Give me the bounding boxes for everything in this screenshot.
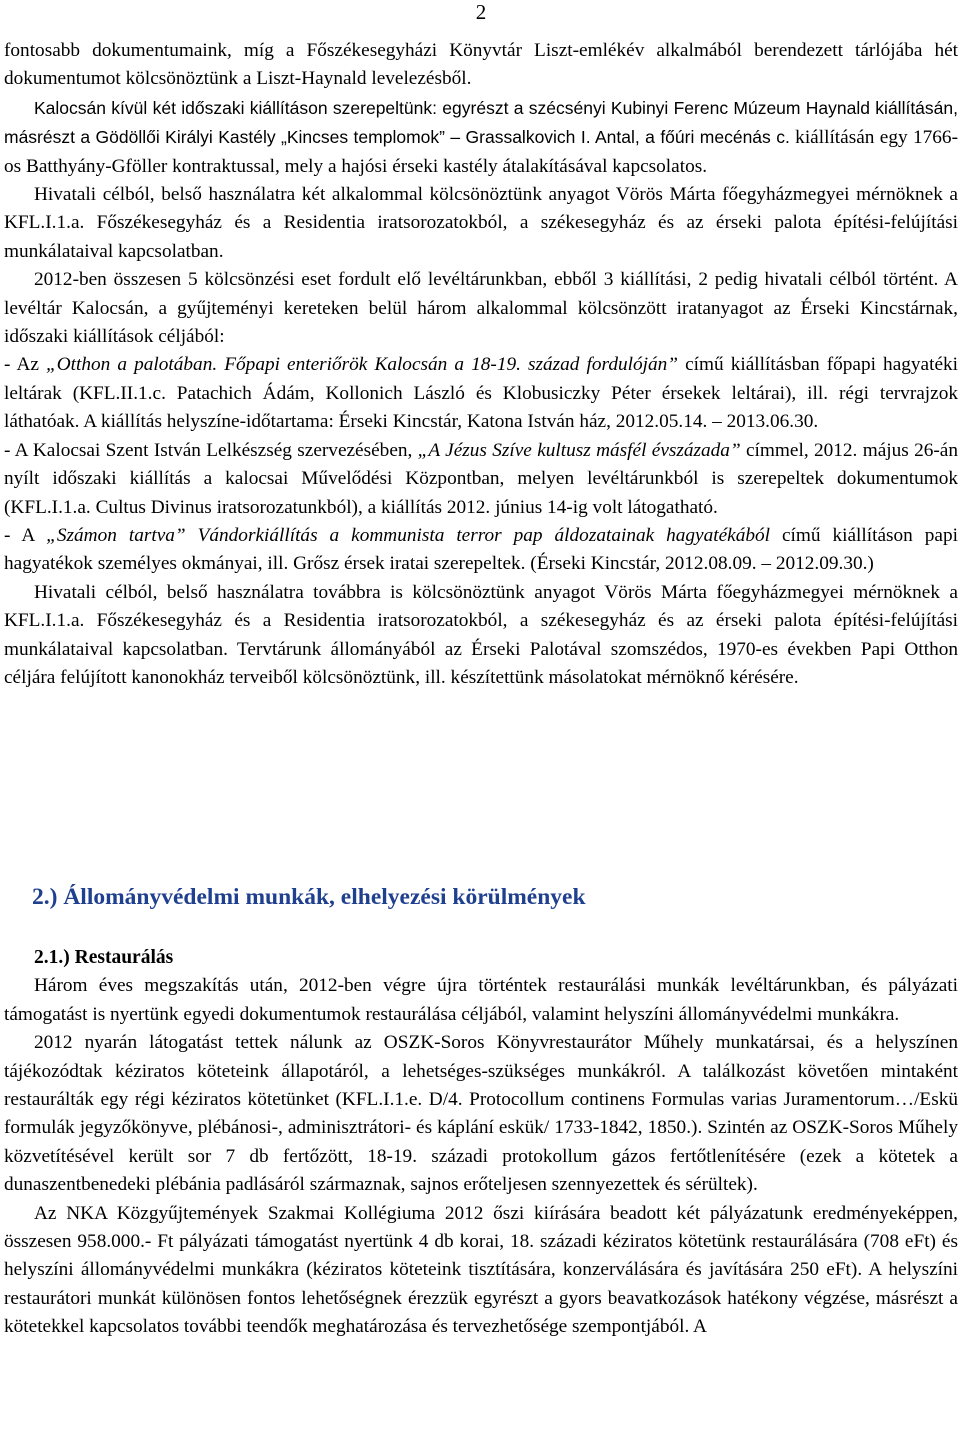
exhibition-title: „Számon tartva” Vándorkiállítás a kommunista terror pap áldozatainak hagyatékából <box>46 524 770 546</box>
list-item-text: című kiállításban főpapi hagyatéki leltárak (KFL.II.1.c. Patachich Ádám, Kollonich László és Klobusiczky Péter érsekek leltárai), ill. régi tervrajzok láthatóak. A kiállítás helyszíne-időtartama: Érseki Kincstár, Katona István ház, 2012.05.14. – 2013.06.30. <box>4 354 959 433</box>
paragraph-nka-grant: Az NKA Közgyűjtemények Szakmai Kollégiuma 2012 őszi kiírására beadott két pályázatunk eredményeképpen, összesen 958.000.- Ft pályázati támogatást nyertünk 4 db korai, 18. századi kéziratos kötetünk restaurálására (708 eFt) és helyszíni állományvédelmi munkákra (kéziratos köteteink tisztítására, konzerválására és javítására 250 eFt). A helyszíni restaurátori munkát különösen fontos lehetőségnek érezzük egyrészt a gyors beavatkozások hatékony végzése, másrészt a kötetekkel kapcsolatos további teendők meghatározása és tervezhetősége szempontjából. A <box>4 1202 958 1338</box>
list-item-text: címmel, 2012. május 26-án nyílt időszaki kiállítás a kalocsai Művelődési Központban, melyen levéltárunkból is szerepeltek dokumentumok (KFL.I.1.a. Cultus Divinus iratsorozatunkból), a kiállítás 2012. június 14-ig volt látogatható. <box>4 439 958 518</box>
section-1-body <box>4 37 958 692</box>
paragraph-oszk-visit: 2012 nyarán látogatást tettek nálunk az OSZK-Soros Könyvrestaurátor Műhely munkatársai, és a helyszínen tájékozódtak kéziratos köteteink állapotáról, a lehetséges-szükséges munkákról. A találkozást követően mintaként restaurálták egy régi kéziratos kötetünket (KFL.I.1.e. D/4. Protocollum continens Formulas varias Juramentorum…/Eskü formulák jegyzőkönyve, plébánosi-, adminisztrátori- és káplání eskük/ 1733-1842, 1850.). Szintén az OSZK-Soros Műhely közvetítésével került sor 7 db fertőzött, 18-19. századi protokollum gázos fertőtlenítésére (ezek a kötetek a dunaszentbenedeki plébánia padlásáról származnak, sajnos erőteljesen szennyezettek és sérültek). <box>4 1032 958 1196</box>
list-item-prefix: - A Kalocsai Szent István Lelkészség szervezésében, <box>4 439 418 461</box>
paragraph-official-loans-continued: Hivatali célból, belső használatra továbbra is kölcsönöztünk anyagot Vörös Márta főegyházmegyei mérnöknek a KFL.I.1.a. Főszékesegyház és a Residentia iratsorozatokból, a székesegyház és az érseki palota építési-felújítási munkálataival kapcsolatban. Tervtárunk állományából az Érseki Palotával szomszédos, 1970-es években Papi Otthon céljára felújított kanonokház terveiből kölcsönöztünk, ill. készítettünk másolatokat mérnöknő kérésére. <box>4 581 958 688</box>
paragraph-restoration-intro: Három éves megszakítás után, 2012-ben végre újra történtek restaurálási munkák levéltárunkban, és pályázati támogatást is nyertünk egyedi dokumentumok restaurálása céljából, valamint helyszíni állományvédelmi munkákra. <box>4 975 958 1025</box>
exhibitions-sans-text: Kalocsán kívül két időszaki kiállításon szerepeltünk: egyrészt a szécsényi Kubinyi Ferenc Múzeum Haynald kiállításán, másrészt a Gödöllői Királyi Kastély „Kincses templomok” – Grassalkovich I. Antal, a főúri mecénás c. <box>4 97 958 148</box>
list-item-szamon-exhibition <box>4 522 958 579</box>
paragraph-official-loans: Hivatali célból, belső használatra két alkalommal kölcsönöztünk anyagot Vörös Márta főegyházmegyei mérnöknek a KFL.I.1.a. Főszékesegyház és a Residentia iratsorozatokból, a székesegyház és az érseki palota építési-felújítási munkálataival kapcsolatban. <box>4 184 958 262</box>
exhibition-title: „Otthon a palotában. Főpapi enteriőrök Kalocsán a 18-19. század fordulóján” <box>46 354 678 376</box>
exhibition-title: „A Jézus Szíve kultusz másfél évszázada” <box>417 439 741 461</box>
exhibitions-rest-text: kiállításán egy 1766-os Batthyány-Gföller kontraktussal, mely a hajósi érseki kastély átalakításával kapcsolatos. <box>4 127 958 177</box>
paragraph-loan-summary: 2012-ben összesen 5 kölcsönzési eset fordult elő levéltárunkban, ebből 3 kiállítási, 2 pedig hivatali célból történt. A levéltár Kalocsán, a gyűjteményi kereteken belül három alkalommal kölcsönzött iratanyagot az Érseki Kincstárnak, időszaki kiállítások céljából: <box>4 269 958 348</box>
subsection-heading-restauralas: 2.1.) Restaurálás <box>34 947 174 968</box>
paragraph-loans-intro: fontosabb dokumentumaink, míg a Főszékesegyházi Könyvtár Liszt-emlékév alkalmából berendezett tárlójába hét dokumentumot kölcsönöztünk a Liszt-Haynald levelezésből. <box>4 40 958 90</box>
section-2-heading: 2.) Állományvédelmi munkák, elhelyezési körülmények <box>32 884 586 910</box>
list-item-otthon-exhibition <box>4 351 958 436</box>
list-item-jezus-exhibition <box>4 437 958 522</box>
list-item-text: című kiállításon papi hagyatékok személyes okmányai, ill. Grősz érsek iratai szerepeltek. (Érseki Kincstár, 2012.08.09. – 2012.09.30.) <box>4 524 958 575</box>
list-item-prefix: - Az <box>4 354 47 376</box>
list-item-prefix: - A <box>4 524 47 546</box>
page-number: 2 <box>475 0 487 24</box>
paragraph-exhibitions <box>4 94 958 181</box>
section-2-1-body <box>4 944 958 1342</box>
